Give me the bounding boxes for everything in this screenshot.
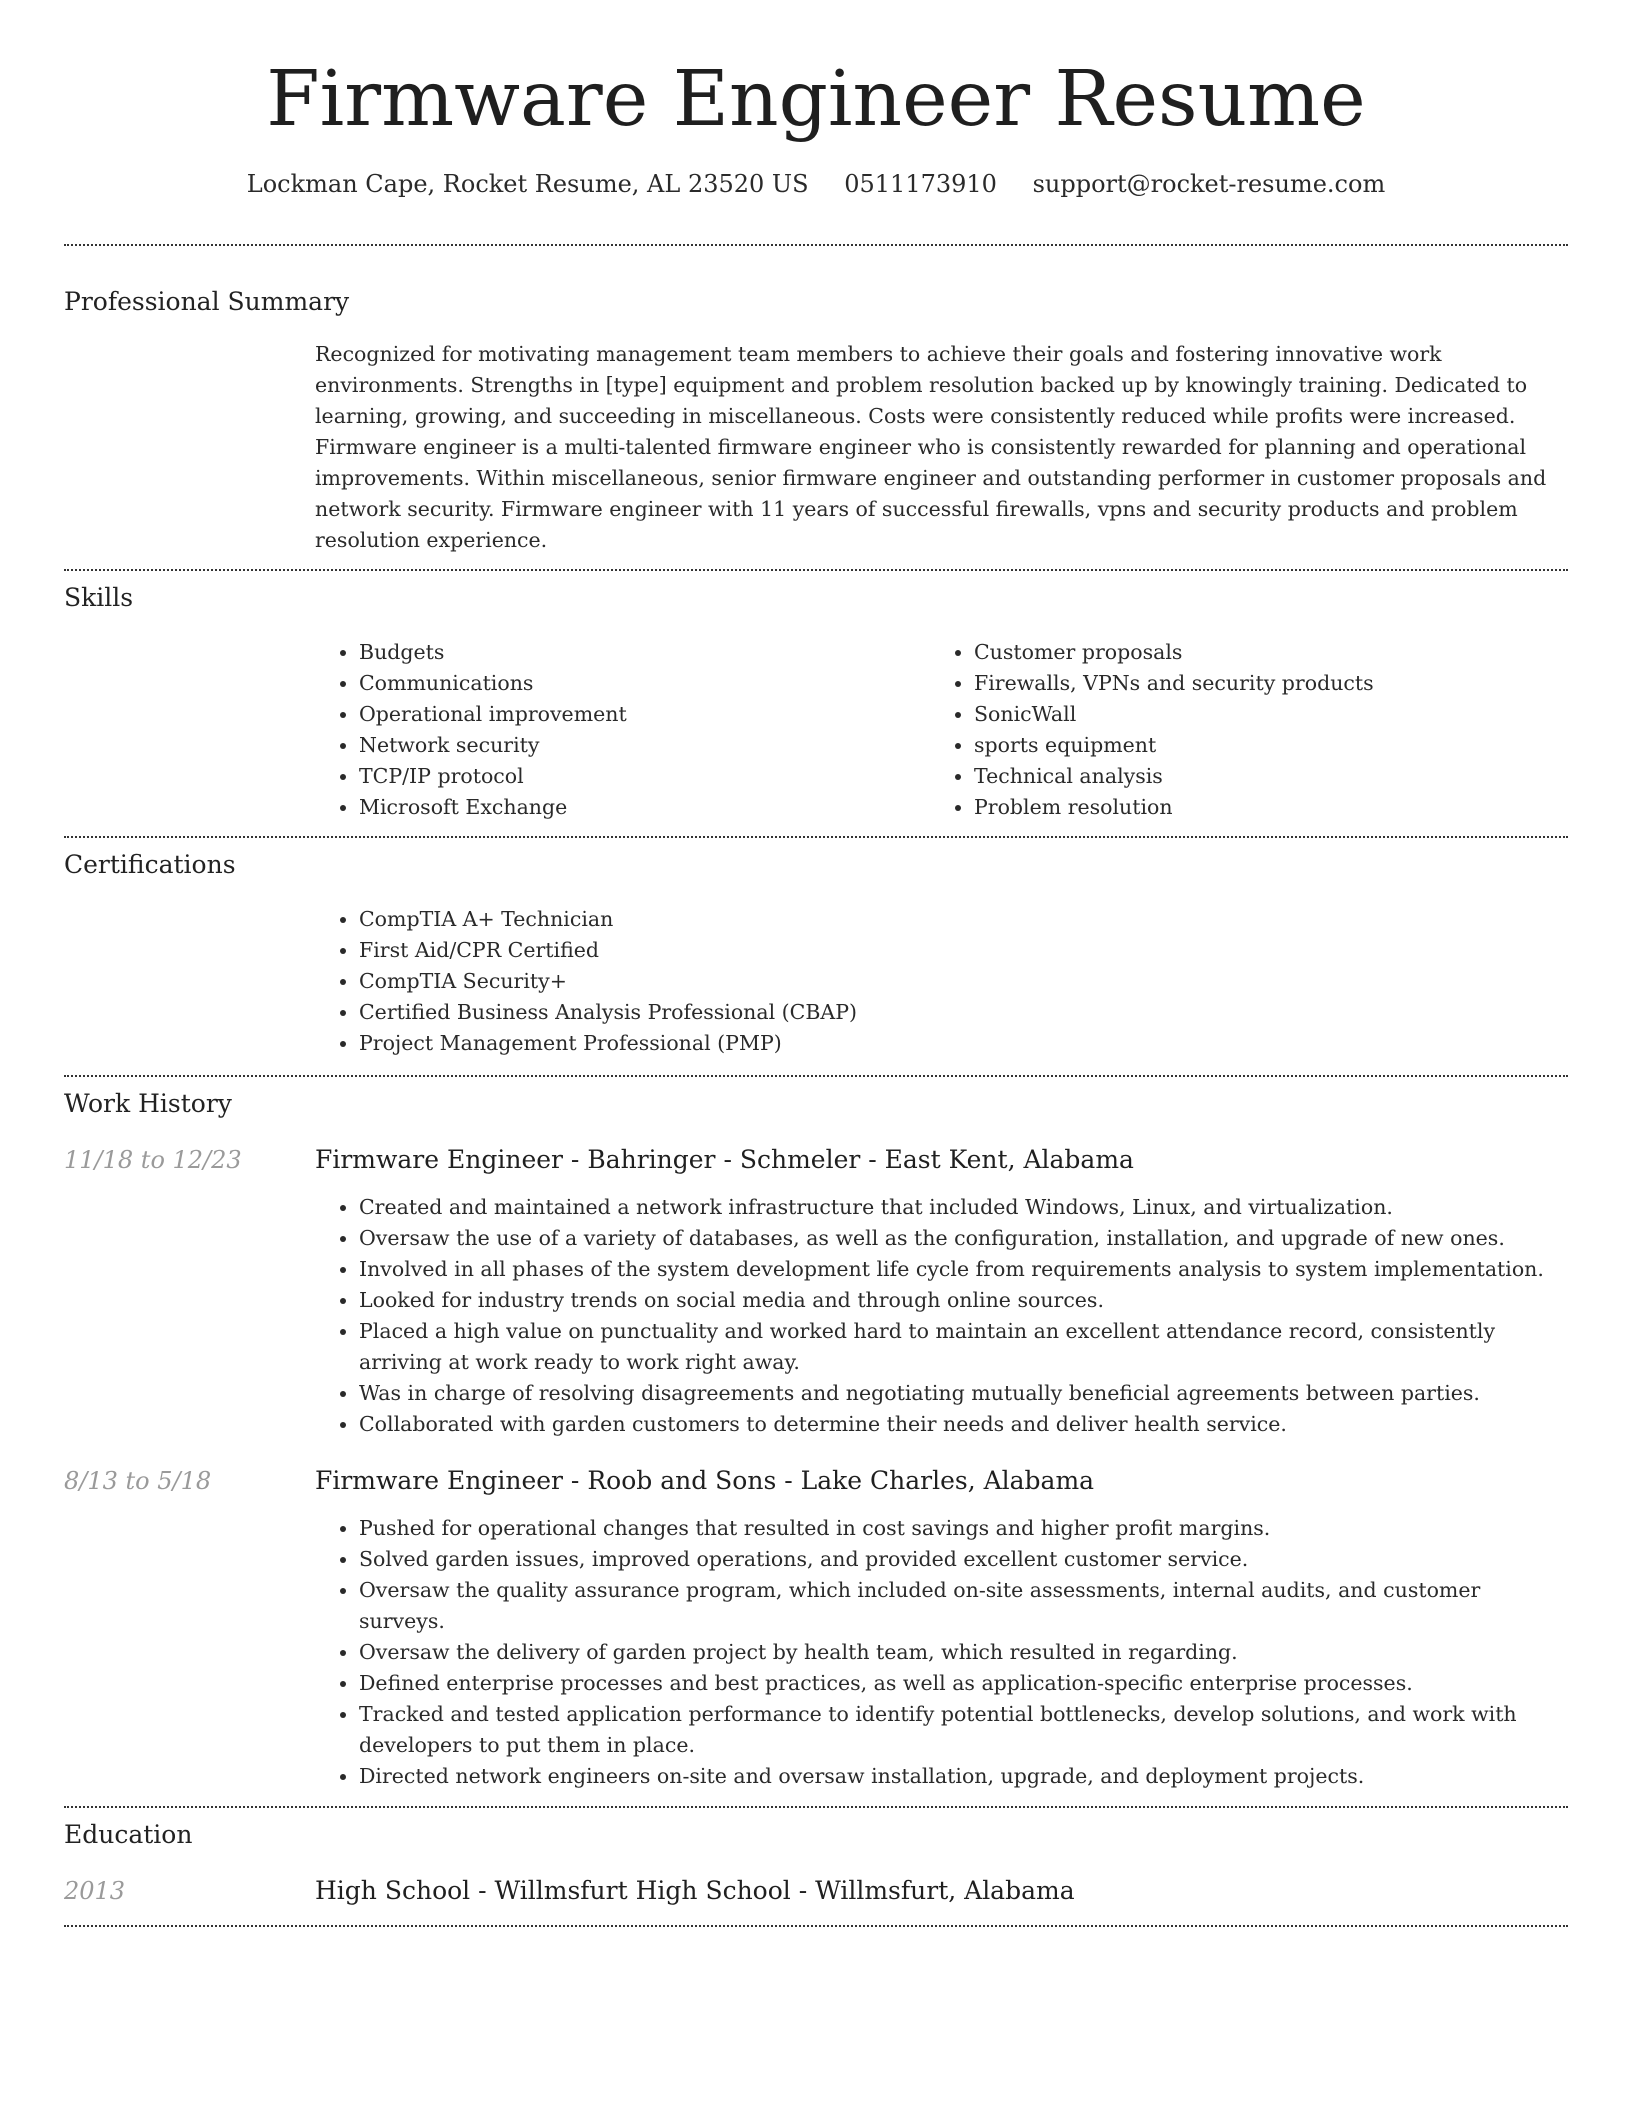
job-bullet: • Tracked and tested application performance to identify potential bottlenecks, develop solutions, and work with developers to put them in place. (359, 1699, 1568, 1761)
certifications-section (64, 838, 1568, 1059)
certifications-list (315, 904, 1568, 1059)
summary-text: Recognized for motivating management team members to achieve their goals and fostering innovative work environments. Strengths in [type] equipment and problem resolution backed up by knowingly training. Dedicated to learning, growing, and succeeding in miscellaneous. Costs were consistently reduced while profits were increased. Firmware engineer is a multi-talented firmware engineer who is consistently rewarded for planning and operational improvements. Within miscellaneous, senior firmware engineer and outstanding performer in customer proposals and network security. Firmware engineer with 11 years of successful firewalls, vpns and security products and problem resolution experience. (315, 342, 1547, 552)
job-bullet: • Oversaw the delivery of garden project by health team, which resulted in regarding. (359, 1637, 1568, 1668)
certification-item: • Project Management Professional (PMP) (359, 1028, 1568, 1059)
job-bullet: • Oversaw the quality assurance program, which included on-site assessments, internal audits, and customer surveys. (359, 1575, 1568, 1637)
job-bullet: • Created and maintained a network infrastructure that included Windows, Linux, and virtualization. (359, 1192, 1568, 1223)
work-history-heading: Work History (64, 1089, 232, 1118)
education-heading: Education (64, 1820, 193, 1849)
job-bullet: • Oversaw the use of a variety of databases, as well as the configuration, installation, and upgrade of new ones. (359, 1223, 1568, 1254)
job-title: Firmware Engineer - Bahringer - Schmeler - East Kent, Alabama (315, 1145, 1134, 1174)
skills-section (64, 571, 1568, 823)
skill-item: • Operational improvement (359, 699, 930, 730)
skill-item: • Microsoft Exchange (359, 792, 930, 823)
skill-item: • Technical analysis (974, 761, 1545, 792)
skills-list-left (315, 637, 930, 823)
resume-title: Firmware Engineer Resume (266, 55, 1366, 144)
phone-text: 0511173910 (844, 170, 997, 198)
job-bullet: • Looked for industry trends on social media and through online sources. (359, 1285, 1568, 1316)
summary-section (64, 246, 1568, 556)
certification-item: • Certified Business Analysis Professional (CBAP) (359, 997, 1568, 1028)
certification-item: • First Aid/CPR Certified (359, 935, 1568, 966)
job-entry (64, 1465, 1568, 1792)
address-text: Lockman Cape, Rocket Resume, AL 23520 US (246, 170, 809, 198)
education-section (64, 1808, 1568, 1907)
skill-item: • sports equipment (974, 730, 1545, 761)
job-bullet: • Solved garden issues, improved operations, and provided excellent customer service. (359, 1544, 1568, 1575)
job-title: Firmware Engineer - Roob and Sons - Lake Charles, Alabama (315, 1466, 1095, 1495)
job-bullet: • Was in charge of resolving disagreements and negotiating mutually beneficial agreements between parties. (359, 1378, 1568, 1409)
skill-item: • Communications (359, 668, 930, 699)
skill-item: • Problem resolution (974, 792, 1545, 823)
job-bullet: • Pushed for operational changes that resulted in cost savings and higher profit margins. (359, 1513, 1568, 1544)
resume-header (64, 0, 1568, 200)
job-bullets (315, 1192, 1568, 1440)
contact-line (64, 168, 1568, 200)
education-dates: 2013 (64, 1877, 126, 1905)
job-dates: 11/18 to 12/23 (64, 1146, 242, 1174)
job-bullet: • Placed a high value on punctuality and worked hard to maintain an excellent attendance record, consistently arriving at work ready to work right away. (359, 1316, 1568, 1378)
work-history-section (64, 1077, 1568, 1792)
skill-item: • Budgets (359, 637, 930, 668)
skill-item: • Network security (359, 730, 930, 761)
job-bullet: • Directed network engineers on-site and oversaw installation, upgrade, and deployment projects. (359, 1761, 1568, 1792)
job-bullets (315, 1513, 1568, 1792)
certification-item: • CompTIA A+ Technician (359, 904, 1568, 935)
skill-item: • Firewalls, VPNs and security products (974, 668, 1545, 699)
certifications-heading: Certifications (64, 850, 236, 879)
skills-list-right (930, 637, 1545, 823)
education-entry (64, 1875, 1568, 1907)
skill-item: • TCP/IP protocol (359, 761, 930, 792)
job-bullet: • Defined enterprise processes and best practices, as well as application-specific enterprise processes. (359, 1668, 1568, 1699)
job-bullet: • Involved in all phases of the system development life cycle from requirements analysis to system implementation. (359, 1254, 1568, 1285)
education-title: High School - Willmsfurt High School - Willmsfurt, Alabama (315, 1876, 1075, 1905)
skills-heading: Skills (64, 583, 134, 612)
email-text: support@rocket-resume.com (1032, 170, 1386, 198)
job-bullet: • Collaborated with garden customers to determine their needs and deliver health service. (359, 1409, 1568, 1440)
certification-item: • CompTIA Security+ (359, 966, 1568, 997)
divider (64, 1925, 1568, 1927)
job-dates: 8/13 to 5/18 (64, 1467, 212, 1495)
skill-item: • Customer proposals (974, 637, 1545, 668)
summary-heading: Professional Summary (64, 287, 350, 316)
skill-item: • SonicWall (974, 699, 1545, 730)
job-entry (64, 1144, 1568, 1440)
